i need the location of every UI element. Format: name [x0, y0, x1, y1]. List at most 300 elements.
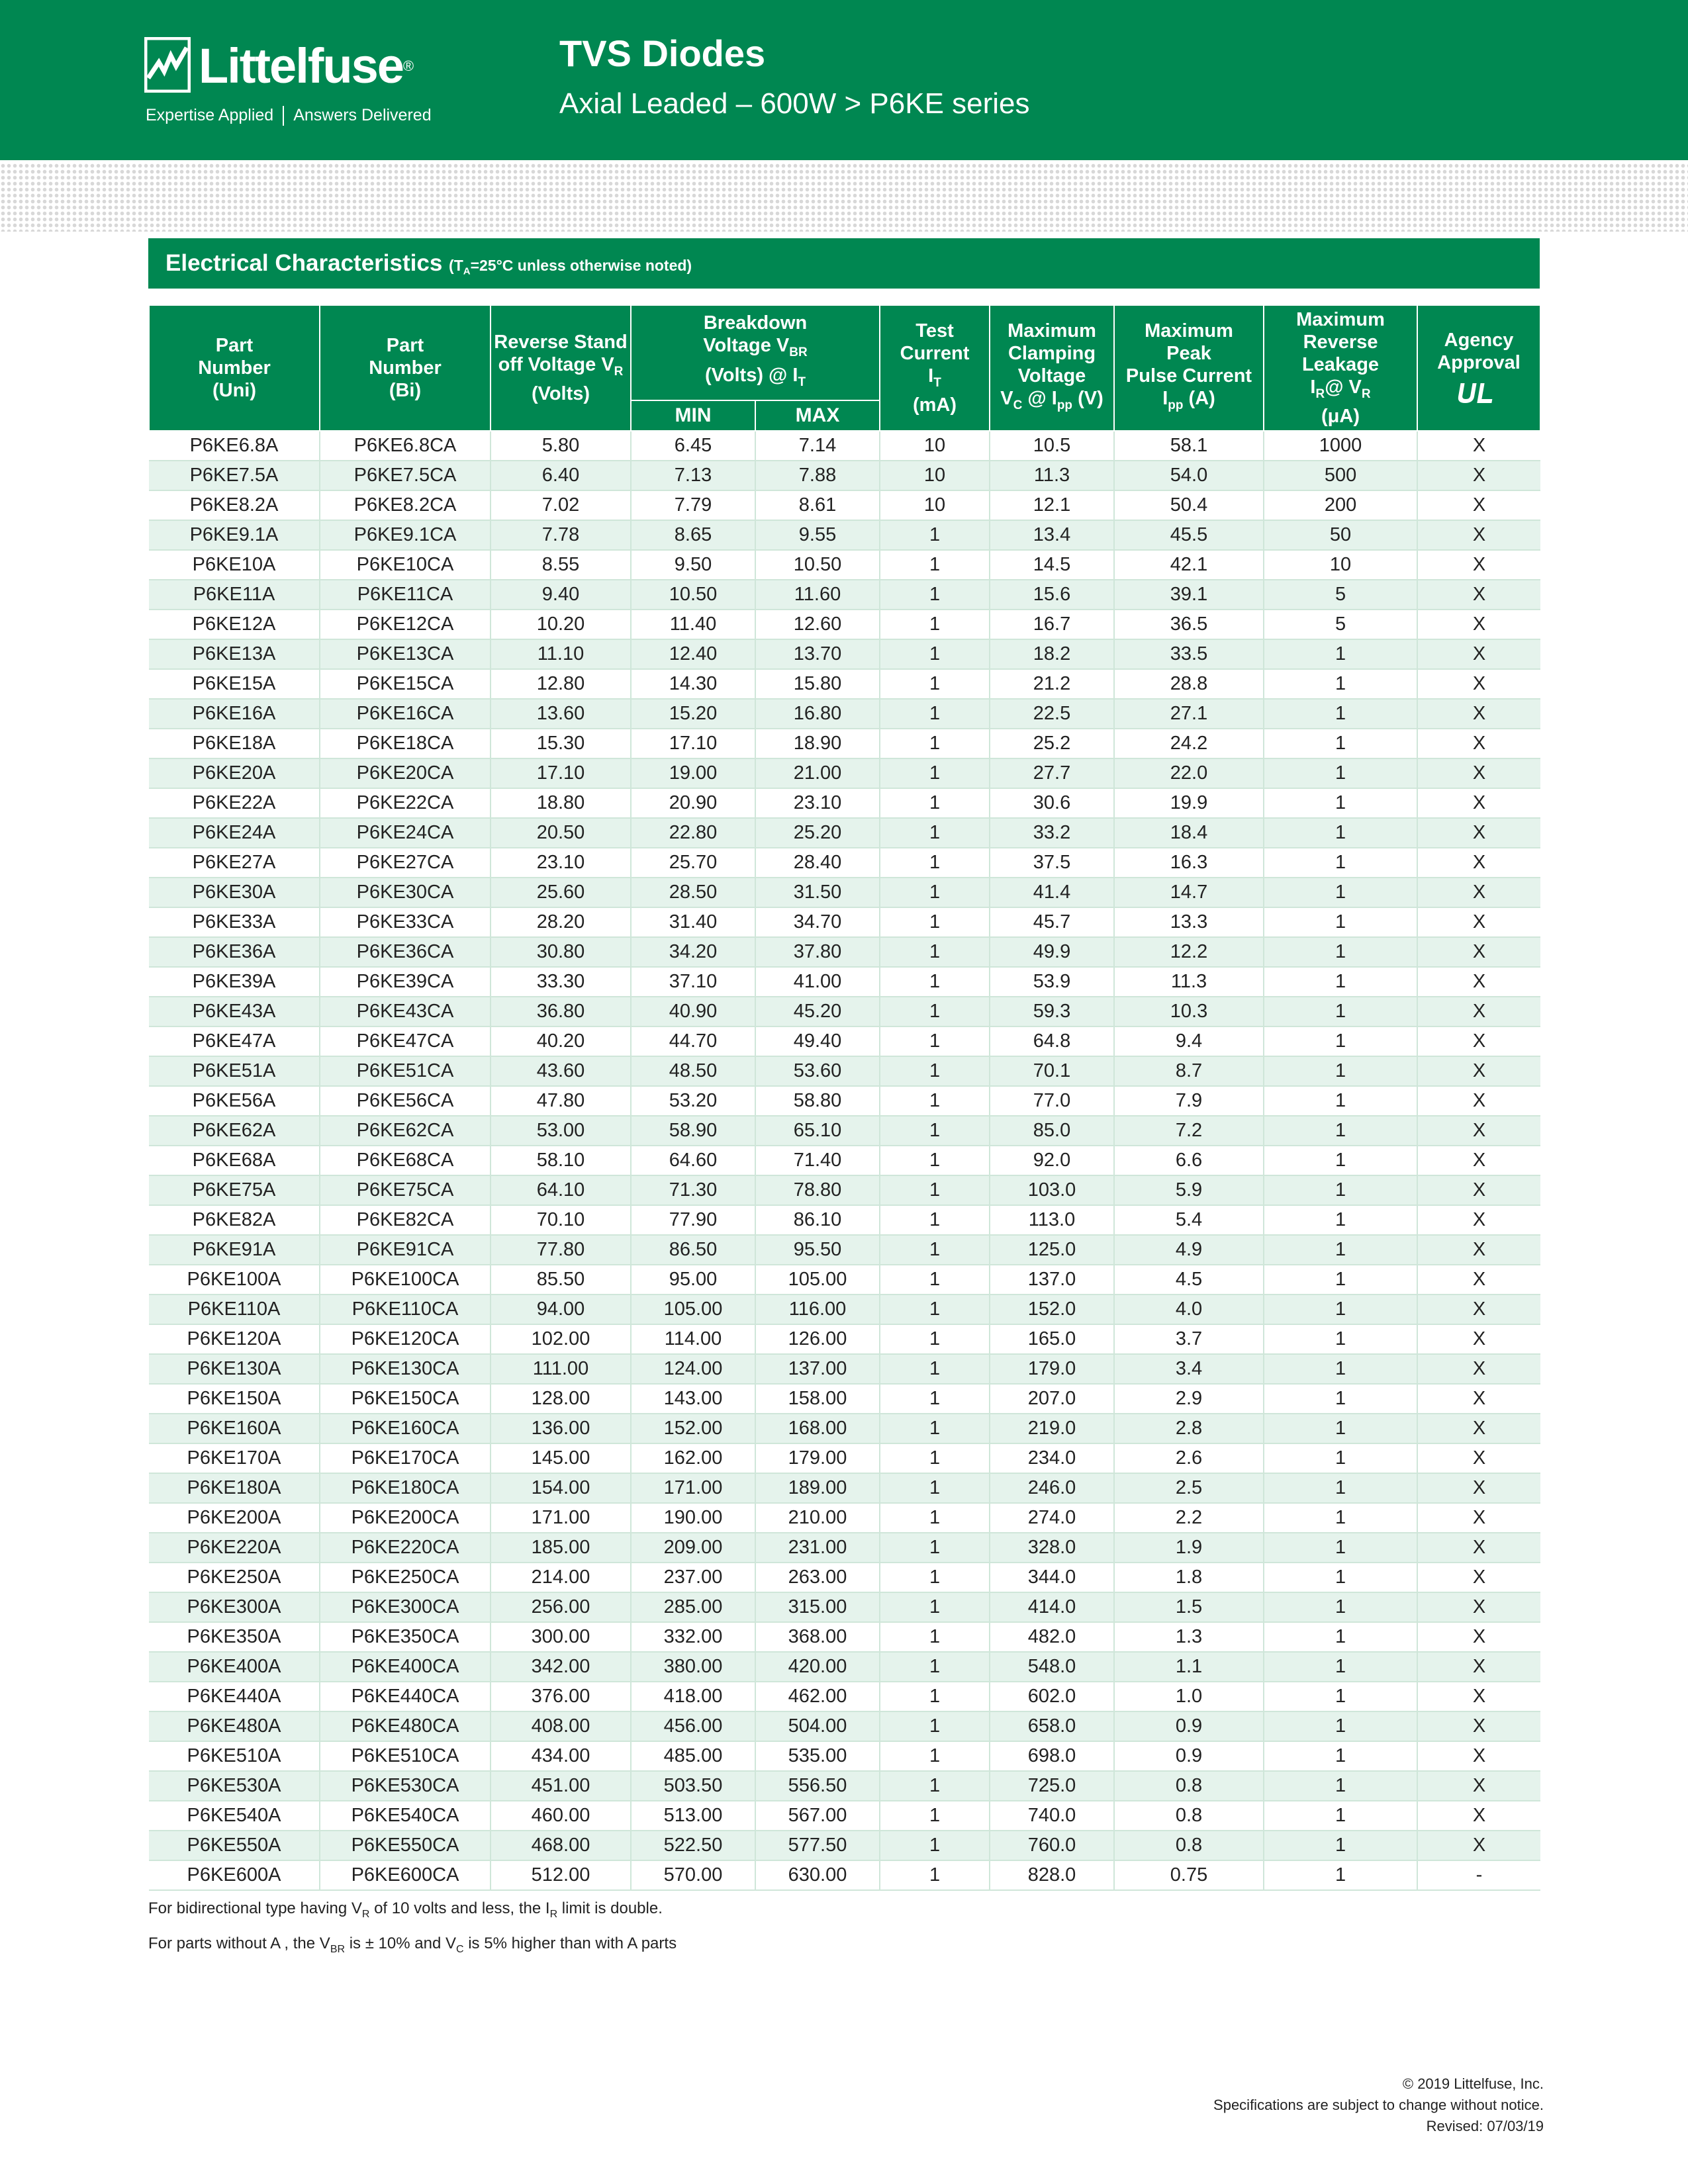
cell-reverse-leakage: 1: [1264, 1533, 1417, 1563]
cell-test-current: 1: [880, 1086, 990, 1116]
cell-agency-approval: X: [1417, 1146, 1540, 1175]
cell-part-number-bi: P6KE36CA: [320, 937, 491, 967]
cell-test-current: 1: [880, 1533, 990, 1563]
revision-date: Revised: 07/03/19: [1426, 2118, 1544, 2134]
cell-peak-pulse-current: 2.8: [1114, 1414, 1264, 1443]
cell-reverse-leakage: 1: [1264, 1414, 1417, 1443]
cell-agency-approval: X: [1417, 1741, 1540, 1771]
cell-agency-approval: X: [1417, 1771, 1540, 1801]
cell-part-number-uni: P6KE440A: [149, 1682, 320, 1711]
cell-vbr-max: 71.40: [755, 1146, 880, 1175]
header-vbr-max: MAX: [755, 400, 880, 431]
cell-vbr-max: 25.20: [755, 818, 880, 848]
cell-peak-pulse-current: 22.0: [1114, 758, 1264, 788]
cell-peak-pulse-current: 36.5: [1114, 610, 1264, 639]
cell-reverse-leakage: 1: [1264, 997, 1417, 1026]
cell-reverse-standoff-voltage: 28.20: [491, 907, 631, 937]
cell-part-number-uni: P6KE13A: [149, 639, 320, 669]
cell-clamping-voltage: 740.0: [990, 1801, 1114, 1831]
cell-part-number-uni: P6KE200A: [149, 1503, 320, 1533]
cell-vbr-max: 18.90: [755, 729, 880, 758]
cell-vbr-min: 456.00: [631, 1711, 755, 1741]
table-row: [149, 937, 1540, 967]
table-row: [149, 1175, 1540, 1205]
dot-pattern-divider: [0, 163, 1688, 232]
cell-part-number-uni: P6KE20A: [149, 758, 320, 788]
cell-reverse-standoff-voltage: 15.30: [491, 729, 631, 758]
table-row: [149, 1056, 1540, 1086]
cell-part-number-bi: P6KE540CA: [320, 1801, 491, 1831]
cell-part-number-uni: P6KE130A: [149, 1354, 320, 1384]
cell-part-number-bi: P6KE18CA: [320, 729, 491, 758]
disclaimer: Specifications are subject to change without notice.: [1213, 2097, 1544, 2113]
cell-part-number-bi: P6KE39CA: [320, 967, 491, 997]
cell-vbr-min: 19.00: [631, 758, 755, 788]
cell-reverse-standoff-voltage: 30.80: [491, 937, 631, 967]
cell-peak-pulse-current: 1.1: [1114, 1652, 1264, 1682]
cell-part-number-bi: P6KE150CA: [320, 1384, 491, 1414]
cell-vbr-max: 28.40: [755, 848, 880, 878]
cell-agency-approval: X: [1417, 1563, 1540, 1592]
cell-vbr-min: 95.00: [631, 1265, 755, 1295]
cell-vbr-min: 37.10: [631, 967, 755, 997]
cell-test-current: 1: [880, 1652, 990, 1682]
cell-test-current: 1: [880, 878, 990, 907]
cell-part-number-bi: P6KE27CA: [320, 848, 491, 878]
cell-vbr-max: 78.80: [755, 1175, 880, 1205]
cell-test-current: 1: [880, 1414, 990, 1443]
cell-test-current: 1: [880, 1175, 990, 1205]
cell-peak-pulse-current: 1.9: [1114, 1533, 1264, 1563]
cell-part-number-bi: P6KE100CA: [320, 1265, 491, 1295]
cell-agency-approval: X: [1417, 1801, 1540, 1831]
cell-agency-approval: X: [1417, 520, 1540, 550]
cell-agency-approval: X: [1417, 1592, 1540, 1622]
table-row: [149, 1563, 1540, 1592]
cell-peak-pulse-current: 16.3: [1114, 848, 1264, 878]
cell-agency-approval: X: [1417, 1503, 1540, 1533]
cell-reverse-leakage: 1: [1264, 1354, 1417, 1384]
table-row: [149, 1146, 1540, 1175]
cell-part-number-uni: P6KE12A: [149, 610, 320, 639]
cell-reverse-standoff-voltage: 8.55: [491, 550, 631, 580]
cell-vbr-max: 105.00: [755, 1265, 880, 1295]
cell-reverse-leakage: 1: [1264, 1384, 1417, 1414]
cell-peak-pulse-current: 7.2: [1114, 1116, 1264, 1146]
cell-vbr-min: 570.00: [631, 1860, 755, 1890]
cell-clamping-voltage: 14.5: [990, 550, 1114, 580]
header-agency-approval: Agency Approval: [1417, 305, 1540, 431]
note-bidirectional: For bidirectional type having $V_R$ of 10 volts and less, the $I_R$ limit is double.: [148, 1899, 663, 1920]
table-row: [149, 729, 1540, 758]
cell-reverse-standoff-voltage: 7.02: [491, 490, 631, 520]
cell-clamping-voltage: 698.0: [990, 1741, 1114, 1771]
cell-vbr-max: 535.00: [755, 1741, 880, 1771]
cell-part-number-uni: P6KE47A: [149, 1026, 320, 1056]
cell-vbr-min: 12.40: [631, 639, 755, 669]
cell-reverse-leakage: 1: [1264, 1056, 1417, 1086]
cell-agency-approval: X: [1417, 1235, 1540, 1265]
cell-vbr-max: 8.61: [755, 490, 880, 520]
cell-reverse-standoff-voltage: 58.10: [491, 1146, 631, 1175]
cell-vbr-max: 116.00: [755, 1295, 880, 1324]
cell-clamping-voltage: 45.7: [990, 907, 1114, 937]
cell-vbr-max: 41.00: [755, 967, 880, 997]
cell-test-current: 1: [880, 1741, 990, 1771]
cell-part-number-uni: P6KE100A: [149, 1265, 320, 1295]
table-row: [149, 1086, 1540, 1116]
cell-clamping-voltage: 246.0: [990, 1473, 1114, 1503]
table-row: [149, 1682, 1540, 1711]
cell-part-number-uni: P6KE110A: [149, 1295, 320, 1324]
cell-part-number-uni: P6KE43A: [149, 997, 320, 1026]
cell-reverse-standoff-voltage: 11.10: [491, 639, 631, 669]
cell-vbr-min: 64.60: [631, 1146, 755, 1175]
header-max-reverse-leakage: Maximum Reverse Leakage $I_R@$ $V_R$ (μA): [1264, 305, 1417, 431]
cell-reverse-leakage: 1: [1264, 1235, 1417, 1265]
cell-agency-approval: X: [1417, 1533, 1540, 1563]
cell-clamping-voltage: 137.0: [990, 1265, 1114, 1295]
cell-vbr-max: 231.00: [755, 1533, 880, 1563]
cell-reverse-leakage: 1: [1264, 1652, 1417, 1682]
cell-peak-pulse-current: 10.3: [1114, 997, 1264, 1026]
cell-part-number-uni: P6KE170A: [149, 1443, 320, 1473]
cell-reverse-leakage: 1: [1264, 729, 1417, 758]
cell-vbr-max: 21.00: [755, 758, 880, 788]
cell-vbr-max: 577.50: [755, 1831, 880, 1860]
cell-part-number-uni: P6KE7.5A: [149, 461, 320, 490]
cell-reverse-standoff-voltage: 136.00: [491, 1414, 631, 1443]
cell-peak-pulse-current: 1.3: [1114, 1622, 1264, 1652]
cell-clamping-voltage: 103.0: [990, 1175, 1114, 1205]
cell-agency-approval: X: [1417, 639, 1540, 669]
cell-reverse-leakage: 1: [1264, 967, 1417, 997]
cell-part-number-bi: P6KE33CA: [320, 907, 491, 937]
ul-recognized-icon: [1454, 378, 1504, 407]
cell-part-number-uni: P6KE15A: [149, 669, 320, 699]
cell-peak-pulse-current: 5.4: [1114, 1205, 1264, 1235]
cell-reverse-leakage: 1: [1264, 1086, 1417, 1116]
cell-part-number-uni: P6KE24A: [149, 818, 320, 848]
cell-reverse-leakage: 1: [1264, 1473, 1417, 1503]
cell-reverse-leakage: 1: [1264, 1265, 1417, 1295]
cell-test-current: 1: [880, 1116, 990, 1146]
cell-clamping-voltage: 27.7: [990, 758, 1114, 788]
cell-reverse-leakage: 1: [1264, 699, 1417, 729]
cell-clamping-voltage: 125.0: [990, 1235, 1114, 1265]
table-row: [149, 580, 1540, 610]
cell-reverse-leakage: 1: [1264, 1831, 1417, 1860]
cell-part-number-uni: P6KE11A: [149, 580, 320, 610]
cell-part-number-bi: P6KE8.2CA: [320, 490, 491, 520]
cell-agency-approval: X: [1417, 907, 1540, 937]
cell-vbr-max: 126.00: [755, 1324, 880, 1354]
table-row: [149, 1324, 1540, 1354]
table-row: [149, 818, 1540, 848]
table-row: [149, 1801, 1540, 1831]
cell-vbr-max: 16.80: [755, 699, 880, 729]
cell-part-number-uni: P6KE75A: [149, 1175, 320, 1205]
cell-test-current: 1: [880, 1026, 990, 1056]
cell-reverse-standoff-voltage: 20.50: [491, 818, 631, 848]
cell-reverse-standoff-voltage: 6.40: [491, 461, 631, 490]
cell-vbr-max: 45.20: [755, 997, 880, 1026]
table-row: [149, 848, 1540, 878]
cell-agency-approval: X: [1417, 848, 1540, 878]
cell-part-number-bi: P6KE75CA: [320, 1175, 491, 1205]
cell-reverse-standoff-voltage: 185.00: [491, 1533, 631, 1563]
cell-reverse-standoff-voltage: 23.10: [491, 848, 631, 878]
cell-part-number-uni: P6KE91A: [149, 1235, 320, 1265]
cell-reverse-leakage: 1: [1264, 1205, 1417, 1235]
cell-part-number-bi: P6KE180CA: [320, 1473, 491, 1503]
cell-reverse-standoff-voltage: 17.10: [491, 758, 631, 788]
cell-reverse-leakage: 1: [1264, 1592, 1417, 1622]
cell-part-number-uni: P6KE250A: [149, 1563, 320, 1592]
cell-part-number-bi: P6KE480CA: [320, 1711, 491, 1741]
table-row: [149, 610, 1540, 639]
cell-agency-approval: X: [1417, 669, 1540, 699]
cell-part-number-uni: P6KE82A: [149, 1205, 320, 1235]
cell-peak-pulse-current: 9.4: [1114, 1026, 1264, 1056]
table-row: [149, 1533, 1540, 1563]
cell-peak-pulse-current: 19.9: [1114, 788, 1264, 818]
cell-reverse-standoff-voltage: 94.00: [491, 1295, 631, 1324]
cell-clamping-voltage: 64.8: [990, 1026, 1114, 1056]
cell-test-current: 1: [880, 1473, 990, 1503]
cell-clamping-voltage: 828.0: [990, 1860, 1114, 1890]
table-row: [149, 490, 1540, 520]
table-row: [149, 967, 1540, 997]
cell-vbr-max: 31.50: [755, 878, 880, 907]
table-row: [149, 550, 1540, 580]
table-row: [149, 1235, 1540, 1265]
cell-part-number-uni: P6KE18A: [149, 729, 320, 758]
cell-peak-pulse-current: 0.9: [1114, 1711, 1264, 1741]
littelfuse-logo: [144, 34, 432, 134]
cell-vbr-max: 58.80: [755, 1086, 880, 1116]
cell-clamping-voltage: 414.0: [990, 1592, 1114, 1622]
cell-vbr-max: 567.00: [755, 1801, 880, 1831]
cell-vbr-min: 31.40: [631, 907, 755, 937]
cell-part-number-bi: P6KE47CA: [320, 1026, 491, 1056]
cell-peak-pulse-current: 27.1: [1114, 699, 1264, 729]
cell-part-number-bi: P6KE16CA: [320, 699, 491, 729]
cell-part-number-uni: P6KE150A: [149, 1384, 320, 1414]
cell-reverse-standoff-voltage: 12.80: [491, 669, 631, 699]
cell-vbr-min: 14.30: [631, 669, 755, 699]
cell-peak-pulse-current: 5.9: [1114, 1175, 1264, 1205]
cell-vbr-max: 368.00: [755, 1622, 880, 1652]
cell-part-number-bi: P6KE30CA: [320, 878, 491, 907]
cell-agency-approval: X: [1417, 1205, 1540, 1235]
cell-vbr-max: 11.60: [755, 580, 880, 610]
cell-vbr-min: 40.90: [631, 997, 755, 1026]
cell-agency-approval: X: [1417, 1056, 1540, 1086]
cell-part-number-uni: P6KE8.2A: [149, 490, 320, 520]
cell-clamping-voltage: 22.5: [990, 699, 1114, 729]
table-row: [149, 1354, 1540, 1384]
cell-clamping-voltage: 18.2: [990, 639, 1114, 669]
cell-test-current: 1: [880, 1146, 990, 1175]
cell-peak-pulse-current: 28.8: [1114, 669, 1264, 699]
cell-part-number-bi: P6KE62CA: [320, 1116, 491, 1146]
cell-clamping-voltage: 59.3: [990, 997, 1114, 1026]
cell-vbr-min: 44.70: [631, 1026, 755, 1056]
cell-agency-approval: X: [1417, 758, 1540, 788]
cell-vbr-min: 11.40: [631, 610, 755, 639]
cell-agency-approval: X: [1417, 1384, 1540, 1414]
cell-vbr-max: 504.00: [755, 1711, 880, 1741]
cell-peak-pulse-current: 0.8: [1114, 1831, 1264, 1860]
cell-vbr-min: 10.50: [631, 580, 755, 610]
cell-vbr-max: 210.00: [755, 1503, 880, 1533]
cell-vbr-max: 420.00: [755, 1652, 880, 1682]
cell-part-number-bi: P6KE530CA: [320, 1771, 491, 1801]
cell-agency-approval: X: [1417, 580, 1540, 610]
cell-part-number-uni: P6KE27A: [149, 848, 320, 878]
cell-clamping-voltage: 11.3: [990, 461, 1114, 490]
cell-test-current: 1: [880, 997, 990, 1026]
cell-peak-pulse-current: 7.9: [1114, 1086, 1264, 1116]
cell-reverse-standoff-voltage: 434.00: [491, 1741, 631, 1771]
cell-part-number-uni: P6KE6.8A: [149, 431, 320, 461]
cell-reverse-leakage: 1: [1264, 878, 1417, 907]
cell-peak-pulse-current: 2.2: [1114, 1503, 1264, 1533]
cell-agency-approval: X: [1417, 550, 1540, 580]
cell-part-number-uni: P6KE36A: [149, 937, 320, 967]
cell-reverse-leakage: 1: [1264, 1741, 1417, 1771]
table-row: [149, 1026, 1540, 1056]
cell-part-number-bi: P6KE11CA: [320, 580, 491, 610]
cell-vbr-min: 332.00: [631, 1622, 755, 1652]
cell-vbr-min: 7.79: [631, 490, 755, 520]
cell-vbr-max: 158.00: [755, 1384, 880, 1414]
cell-part-number-bi: P6KE12CA: [320, 610, 491, 639]
header-part-number-bi: Part Number (Bi): [320, 305, 491, 431]
header-reverse-standoff-voltage: Reverse Stand off Voltage $V_R$ (Volts): [491, 305, 631, 431]
cell-peak-pulse-current: 0.8: [1114, 1801, 1264, 1831]
cell-vbr-min: 513.00: [631, 1801, 755, 1831]
cell-test-current: 1: [880, 729, 990, 758]
note-non-a-parts: For parts without A , the $V_{BR}$ is ± 10% and $V_C$ is 5% higher than with A parts: [148, 1934, 677, 1955]
cell-reverse-leakage: 1: [1264, 1622, 1417, 1652]
cell-test-current: 1: [880, 1563, 990, 1592]
cell-vbr-max: 9.55: [755, 520, 880, 550]
cell-part-number-bi: P6KE300CA: [320, 1592, 491, 1622]
cell-vbr-min: 86.50: [631, 1235, 755, 1265]
table-row: [149, 907, 1540, 937]
cell-clamping-voltage: 179.0: [990, 1354, 1114, 1384]
cell-test-current: 1: [880, 758, 990, 788]
cell-vbr-min: 162.00: [631, 1443, 755, 1473]
cell-peak-pulse-current: 1.5: [1114, 1592, 1264, 1622]
cell-part-number-bi: P6KE170CA: [320, 1443, 491, 1473]
cell-reverse-leakage: 1: [1264, 1146, 1417, 1175]
cell-test-current: 1: [880, 669, 990, 699]
cell-vbr-max: 34.70: [755, 907, 880, 937]
cell-vbr-max: 86.10: [755, 1205, 880, 1235]
cell-part-number-uni: P6KE540A: [149, 1801, 320, 1831]
cell-test-current: 1: [880, 1503, 990, 1533]
cell-part-number-uni: P6KE39A: [149, 967, 320, 997]
cell-test-current: 1: [880, 1831, 990, 1860]
cell-test-current: 1: [880, 1295, 990, 1324]
cell-vbr-max: 37.80: [755, 937, 880, 967]
cell-part-number-bi: P6KE10CA: [320, 550, 491, 580]
cell-clamping-voltage: 12.1: [990, 490, 1114, 520]
cell-reverse-leakage: 1: [1264, 937, 1417, 967]
cell-clamping-voltage: 165.0: [990, 1324, 1114, 1354]
cell-vbr-max: 179.00: [755, 1443, 880, 1473]
cell-part-number-bi: P6KE20CA: [320, 758, 491, 788]
cell-clamping-voltage: 548.0: [990, 1652, 1114, 1682]
table-row: [149, 1384, 1540, 1414]
cell-clamping-voltage: 482.0: [990, 1622, 1114, 1652]
table-row: [149, 1205, 1540, 1235]
cell-part-number-uni: P6KE510A: [149, 1741, 320, 1771]
cell-part-number-bi: P6KE91CA: [320, 1235, 491, 1265]
cell-reverse-standoff-voltage: 451.00: [491, 1771, 631, 1801]
cell-reverse-leakage: 10: [1264, 550, 1417, 580]
cell-vbr-max: 7.14: [755, 431, 880, 461]
cell-reverse-standoff-voltage: 77.80: [491, 1235, 631, 1265]
cell-reverse-leakage: 1: [1264, 639, 1417, 669]
cell-vbr-min: 71.30: [631, 1175, 755, 1205]
table-row: [149, 1652, 1540, 1682]
cell-agency-approval: X: [1417, 967, 1540, 997]
cell-peak-pulse-current: 12.2: [1114, 937, 1264, 967]
cell-agency-approval: X: [1417, 1473, 1540, 1503]
cell-clamping-voltage: 21.2: [990, 669, 1114, 699]
cell-vbr-min: 522.50: [631, 1831, 755, 1860]
cell-test-current: 1: [880, 788, 990, 818]
cell-part-number-bi: P6KE15CA: [320, 669, 491, 699]
cell-reverse-standoff-voltage: 10.20: [491, 610, 631, 639]
cell-reverse-standoff-voltage: 25.60: [491, 878, 631, 907]
cell-peak-pulse-current: 45.5: [1114, 520, 1264, 550]
cell-part-number-bi: P6KE56CA: [320, 1086, 491, 1116]
cell-vbr-min: 143.00: [631, 1384, 755, 1414]
cell-vbr-max: 13.70: [755, 639, 880, 669]
cell-part-number-uni: P6KE550A: [149, 1831, 320, 1860]
cell-reverse-standoff-voltage: 468.00: [491, 1831, 631, 1860]
cell-vbr-min: 34.20: [631, 937, 755, 967]
cell-vbr-max: 12.60: [755, 610, 880, 639]
cell-test-current: 1: [880, 1265, 990, 1295]
table-row: [149, 639, 1540, 669]
cell-vbr-max: 15.80: [755, 669, 880, 699]
cell-clamping-voltage: 113.0: [990, 1205, 1114, 1235]
cell-test-current: 1: [880, 1771, 990, 1801]
table-row: [149, 669, 1540, 699]
cell-reverse-standoff-voltage: 376.00: [491, 1682, 631, 1711]
cell-part-number-uni: P6KE10A: [149, 550, 320, 580]
cell-clamping-voltage: 92.0: [990, 1146, 1114, 1175]
cell-test-current: 1: [880, 818, 990, 848]
cell-test-current: 1: [880, 1801, 990, 1831]
cell-clamping-voltage: 725.0: [990, 1771, 1114, 1801]
cell-peak-pulse-current: 1.0: [1114, 1682, 1264, 1711]
cell-agency-approval: X: [1417, 610, 1540, 639]
cell-test-current: 1: [880, 1354, 990, 1384]
cell-peak-pulse-current: 0.75: [1114, 1860, 1264, 1890]
page-header: [0, 0, 1688, 160]
cell-clamping-voltage: 30.6: [990, 788, 1114, 818]
cell-part-number-bi: P6KE51CA: [320, 1056, 491, 1086]
cell-part-number-uni: P6KE33A: [149, 907, 320, 937]
cell-vbr-min: 58.90: [631, 1116, 755, 1146]
